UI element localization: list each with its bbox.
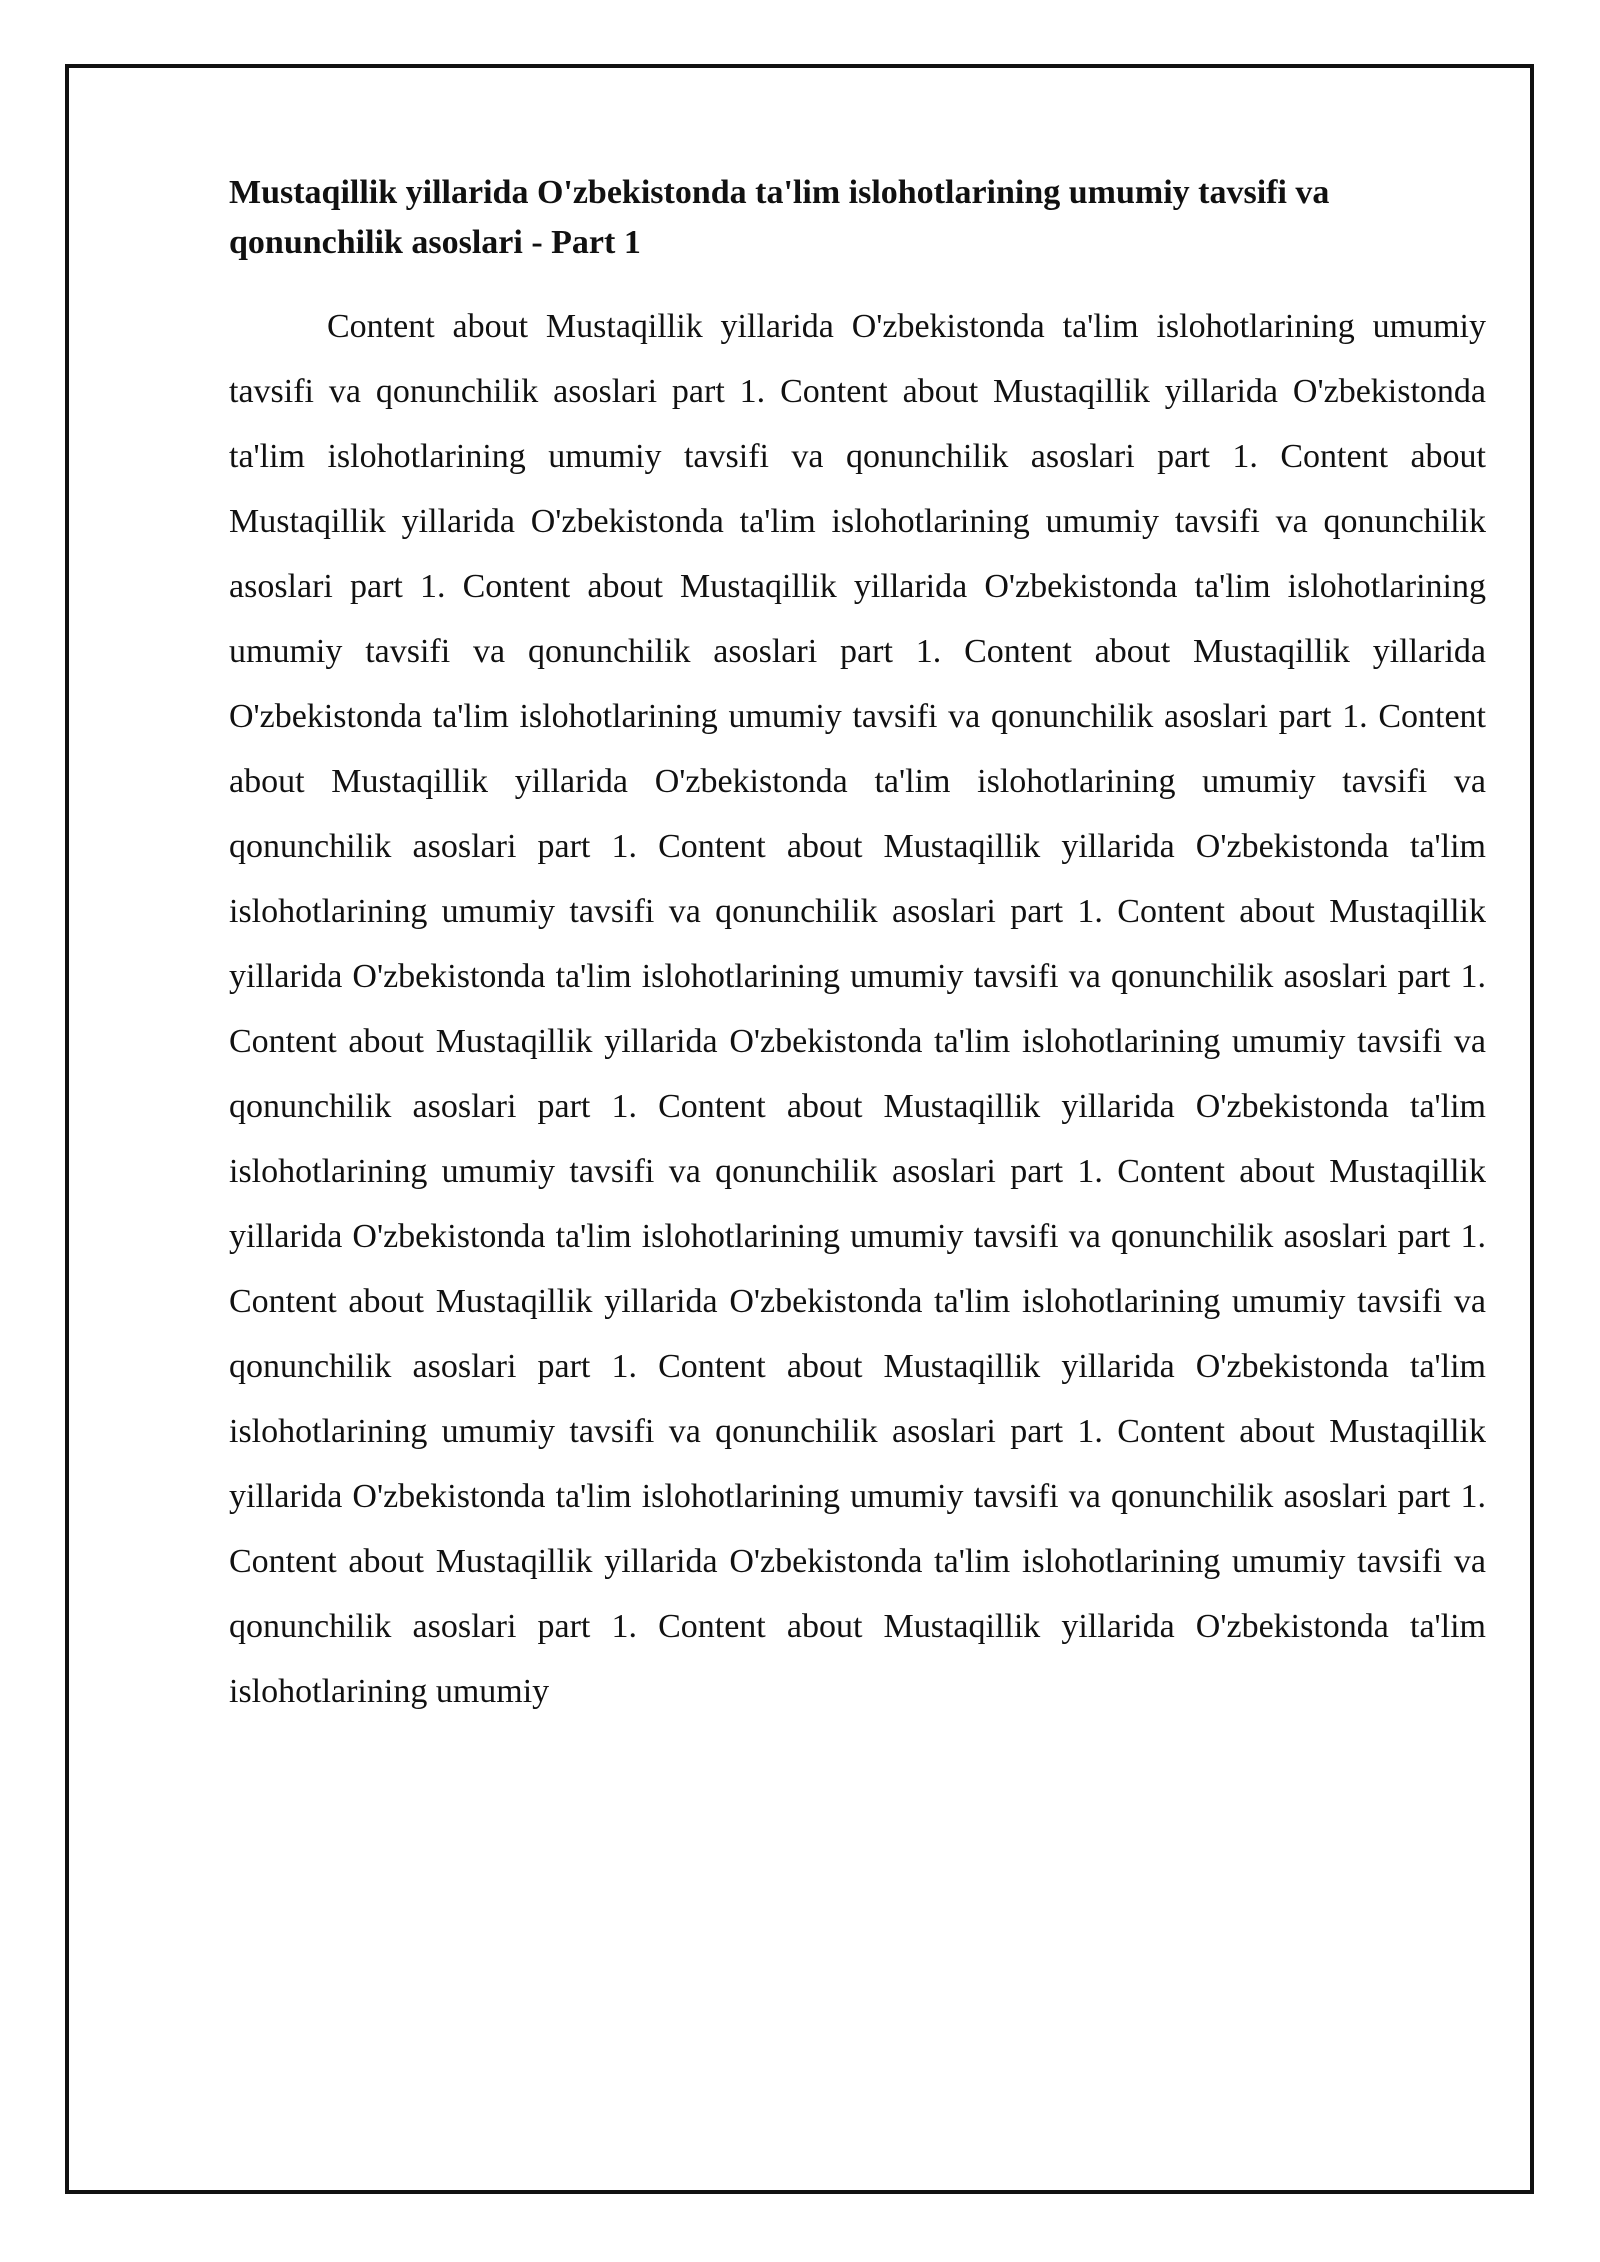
document-body-paragraph: Content about Mustaqillik yillarida O'zbekistonda ta'lim islohotlarining umumiy tavsifi va qonunchilik asoslari part 1. Content about Mustaqillik yillarida O'zbekistonda ta'lim islohotlarining umumiy tavsifi va qonunchilik asoslari part 1. Content about Mustaqillik yillarida O'zbekistonda ta'lim islohotlarining umumiy tavsifi va qonunchilik asoslari part 1. Content about Mustaqillik yillarida O'zbekistonda ta'lim islohotlarining umumiy tavsifi va qonunchilik asoslari part 1. Content about Mustaqillik yillarida O'zbekistonda ta'lim islohotlarining umumiy tavsifi va qonunchilik asoslari part 1. Content about Mustaqillik yillarida O'zbekistonda ta'lim islohotlarining umumiy tavsifi va qonunchilik asoslari part 1. Content about Mustaqillik yillarida O'zbekistonda ta'lim islohotlarining umumiy tavsifi va qonunchilik asoslari part 1. Content about Mustaqillik yillarida O'zbekistonda ta'lim islohotlarining umumiy tavsifi va qonunchilik asoslari part 1. Content about Mustaqillik yillarida O'zbekistonda ta'lim islohotlarining umumiy tavsifi va qonunchilik asoslari part 1. Content about Mustaqillik yillarida O'zbekistonda ta'lim islohotlarining umumiy tavsifi va qonunchilik asoslari part 1. Content about Mustaqillik yillarida O'zbekistonda ta'lim islohotlarining umumiy tavsifi va qonunchilik asoslari part 1. Content about Mustaqillik yillarida O'zbekistonda ta'lim islohotlarining umumiy tavsifi va qonunchilik asoslari part 1. Content about Mustaqillik yillarida O'zbekistonda ta'lim islohotlarining umumiy tavsifi va qonunchilik asoslari part 1. Content about Mustaqillik yillarida O'zbekistonda ta'lim islohotlarining umumiy tavsifi va qonunchilik asoslari part 1. Content about Mustaqillik yillarida O'zbekistonda ta'lim islohotlarining umumiy tavsifi va qonunchilik asoslari part 1. Content about Mustaqillik yillarida O'zbekistonda ta'lim islohotlarining umumiy <box>229 308 1486 1710</box>
document-content <box>229 168 1486 2244</box>
document-title: Mustaqillik yillarida O'zbekistonda ta'lim islohotlarining umumiy tavsifi va qonunchilik asoslari - Part 1 <box>229 174 1330 261</box>
